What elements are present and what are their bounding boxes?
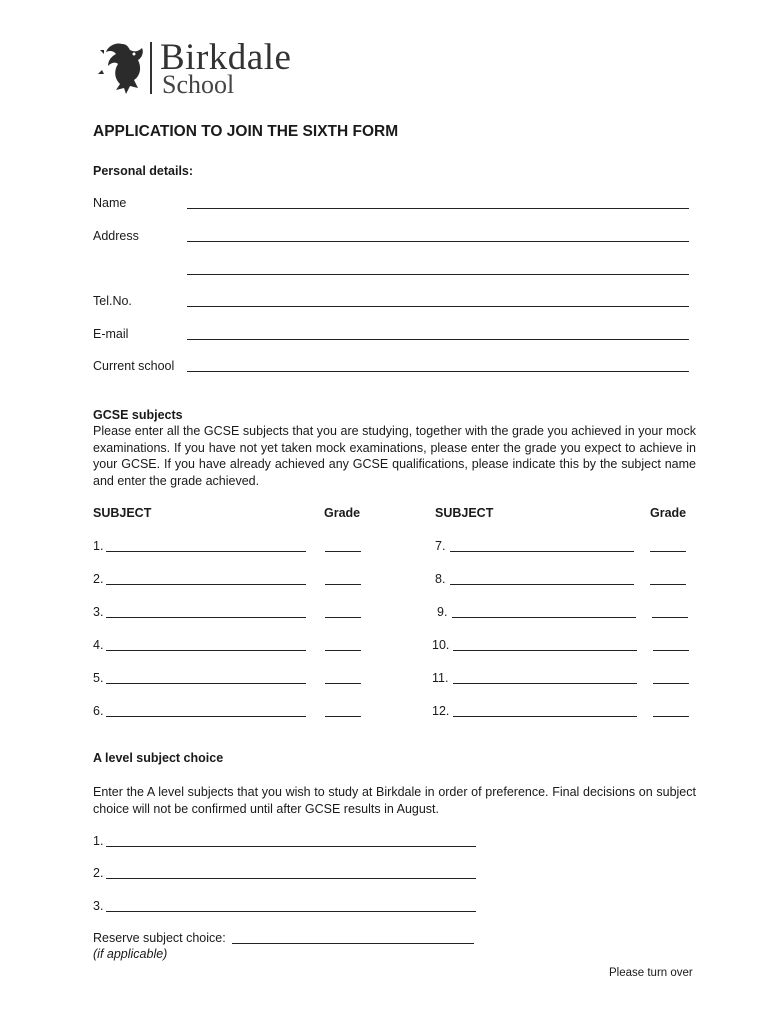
logo-name-line2: School xyxy=(162,70,235,99)
gcse-subject-field[interactable] xyxy=(450,551,634,552)
gcse-grade-field[interactable] xyxy=(325,551,361,552)
gcse-grade-field[interactable] xyxy=(325,650,361,651)
gcse-subject-field[interactable] xyxy=(106,584,306,585)
gcse-grade-field[interactable] xyxy=(325,716,361,717)
gcse-grade-field[interactable] xyxy=(652,617,688,618)
gcse-row-number: 12. xyxy=(432,704,450,718)
alevel-heading: A level subject choice xyxy=(93,751,224,765)
turn-over-note: Please turn over xyxy=(609,967,693,979)
gcse-row-number: 3. xyxy=(93,605,104,619)
gcse-subject-header-right: SUBJECT xyxy=(435,506,494,520)
gcse-grade-field[interactable] xyxy=(653,716,689,717)
logo-divider xyxy=(150,42,152,94)
gcse-row-number: 1. xyxy=(93,539,104,553)
current-school-field[interactable] xyxy=(187,371,689,372)
alevel-choice-number: 3. xyxy=(93,899,104,913)
gcse-subject-field[interactable] xyxy=(453,716,637,717)
gcse-grade-field[interactable] xyxy=(325,683,361,684)
name-field[interactable] xyxy=(187,208,689,209)
gcse-grade-field[interactable] xyxy=(650,584,686,585)
name-label: Name xyxy=(93,196,127,210)
gcse-subject-field[interactable] xyxy=(453,650,637,651)
alevel-choice-number: 2. xyxy=(93,866,104,880)
gcse-subject-field[interactable] xyxy=(106,551,306,552)
gcse-grade-field[interactable] xyxy=(653,683,689,684)
gcse-grade-field[interactable] xyxy=(653,650,689,651)
personal-details-heading: Personal details: xyxy=(93,164,194,178)
gcse-subject-field[interactable] xyxy=(106,617,306,618)
gcse-grade-field[interactable] xyxy=(325,617,361,618)
gcse-row-number: 7. xyxy=(435,539,446,553)
tel-label: Tel.No. xyxy=(93,294,132,308)
reserve-choice-field[interactable] xyxy=(232,943,474,944)
gcse-row-number: 9. xyxy=(437,605,448,619)
alevel-choice-field[interactable] xyxy=(106,846,476,847)
gcse-row-number: 6. xyxy=(93,704,104,718)
address-label: Address xyxy=(93,229,139,243)
gcse-subject-header-left: SUBJECT xyxy=(93,506,152,520)
alevel-choice-field[interactable] xyxy=(106,911,476,912)
school-logo xyxy=(96,37,356,100)
tel-field[interactable] xyxy=(187,306,689,307)
dragon-crest-icon xyxy=(98,40,148,96)
gcse-row-number: 5. xyxy=(93,671,104,685)
email-label: E-mail xyxy=(93,327,129,341)
address-field-line2[interactable] xyxy=(187,274,689,275)
gcse-subject-field[interactable] xyxy=(106,683,306,684)
gcse-grade-field[interactable] xyxy=(325,584,361,585)
current-school-label: Current school xyxy=(93,359,175,373)
logo-name-line1: Birkdale xyxy=(160,37,292,78)
gcse-grade-header-right: Grade xyxy=(650,506,687,520)
gcse-row-number: 2. xyxy=(93,572,104,586)
gcse-subject-field[interactable] xyxy=(106,716,306,717)
email-field[interactable] xyxy=(187,339,689,340)
gcse-grade-header-left: Grade xyxy=(324,506,361,520)
address-field-line1[interactable] xyxy=(187,241,689,242)
gcse-row-number: 10. xyxy=(432,638,450,652)
reserve-choice-label: Reserve subject choice: xyxy=(93,931,226,945)
page-title: APPLICATION TO JOIN THE SIXTH FORM xyxy=(93,123,399,140)
alevel-choice-field[interactable] xyxy=(106,878,476,879)
reserve-choice-note: (if applicable) xyxy=(93,947,168,961)
gcse-row-number: 11. xyxy=(432,671,449,685)
gcse-subject-field[interactable] xyxy=(450,584,634,585)
gcse-row-number: 8. xyxy=(435,572,446,586)
alevel-choice-number: 1. xyxy=(93,834,104,848)
gcse-grade-field[interactable] xyxy=(650,551,686,552)
gcse-heading: GCSE subjects xyxy=(93,408,183,422)
gcse-subject-field[interactable] xyxy=(453,683,637,684)
gcse-row-number: 4. xyxy=(93,638,104,652)
alevel-instructions: Enter the A level subjects that you wish to study at Birkdale in order of preference. Final decisions on subject choice will not be confirmed until after GCSE results in August. xyxy=(93,785,696,816)
gcse-subject-field[interactable] xyxy=(106,650,306,651)
gcse-instructions: Please enter all the GCSE subjects that you are studying, together with the grade you achieved in your mock examinations. If you have not yet taken mock examinations, please enter the grade you expect to achieve in your GCSE. If you have already achieved any GCSE qualifications, please indicate this by the subject name and enter the grade achieved. xyxy=(93,424,696,488)
gcse-subject-field[interactable] xyxy=(452,617,636,618)
